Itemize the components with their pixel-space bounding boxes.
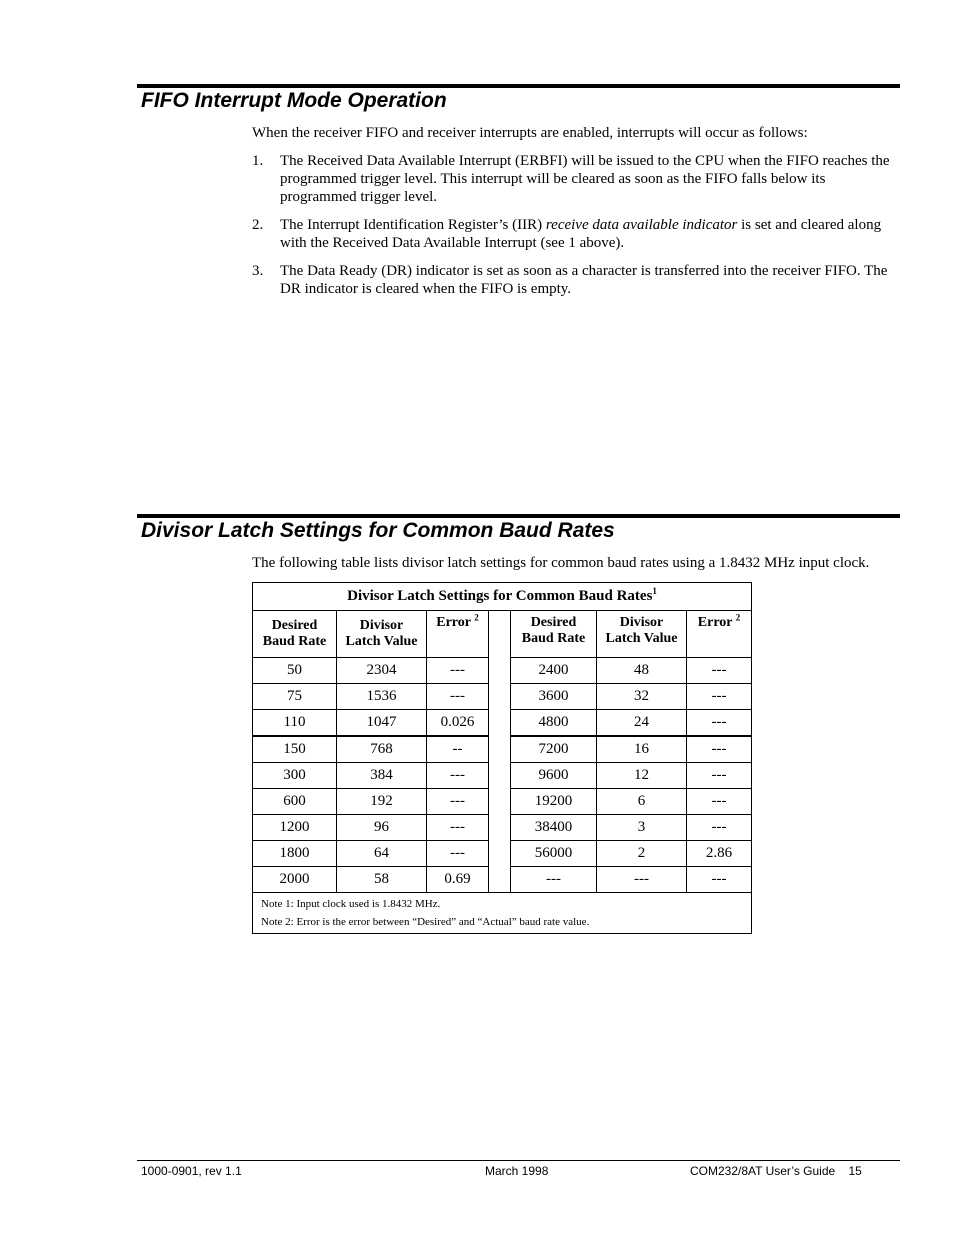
cell-error: --- xyxy=(427,658,489,684)
table-row xyxy=(253,684,752,710)
heading-fifo-interrupt: FIFO Interrupt Mode Operation xyxy=(141,89,447,112)
cell-desired-baud: 1200 xyxy=(253,815,337,841)
table-body xyxy=(253,658,752,893)
header-text: Error xyxy=(436,615,471,630)
cell-divisor-latch-2: 2 xyxy=(597,841,687,867)
cell-divisor-latch: 58 xyxy=(337,867,427,893)
cell-desired-baud-2: 7200 xyxy=(511,736,597,763)
cell-desired-baud: 150 xyxy=(253,736,337,763)
header-text: Divisor xyxy=(619,615,664,630)
cell-desired-baud-2: --- xyxy=(511,867,597,893)
table-row xyxy=(253,710,752,737)
list-text xyxy=(280,217,881,251)
fifo-list xyxy=(252,152,897,308)
cell-divisor-latch-2: 24 xyxy=(597,710,687,737)
cell-divisor-latch-2: 16 xyxy=(597,736,687,763)
note-2: Note 2: Error is the error between “Desired” and “Actual” baud rate value. xyxy=(261,916,590,928)
cell-divisor-latch-2: 32 xyxy=(597,684,687,710)
table-gap xyxy=(489,841,511,867)
cell-error-2: --- xyxy=(687,710,752,737)
cell-desired-baud: 75 xyxy=(253,684,337,710)
list-text-pre: The Interrupt Identification Register’s (IIR) xyxy=(280,217,546,233)
caption-footnote-mark: 1 xyxy=(652,586,657,596)
col-header-desired-baud-2 xyxy=(511,611,597,658)
cell-divisor-latch-2: --- xyxy=(597,867,687,893)
table-gap xyxy=(489,736,511,763)
table-gap xyxy=(489,815,511,841)
list-number: 1. xyxy=(252,153,264,169)
cell-error: --- xyxy=(427,815,489,841)
cell-divisor-latch: 2304 xyxy=(337,658,427,684)
table-gap xyxy=(489,763,511,789)
cell-desired-baud: 600 xyxy=(253,789,337,815)
header-text: Latch Value xyxy=(345,634,418,649)
col-header-divisor-latch-2 xyxy=(597,611,687,658)
table-notes xyxy=(253,893,752,934)
cell-desired-baud-2: 56000 xyxy=(511,841,597,867)
list-item xyxy=(252,216,897,252)
header-text: Latch Value xyxy=(605,631,678,646)
cell-desired-baud-2: 19200 xyxy=(511,789,597,815)
fifo-intro: When the receiver FIFO and receiver interrupts are enabled, interrupts will occur as follows: xyxy=(252,125,808,141)
cell-divisor-latch-2: 6 xyxy=(597,789,687,815)
table-gap xyxy=(489,684,511,710)
footer-doc-number: 1000-0901, rev 1.1 xyxy=(141,1164,242,1178)
header-text: Error xyxy=(697,615,733,630)
list-item xyxy=(252,152,897,206)
list-number: 2. xyxy=(252,217,264,233)
table-row xyxy=(253,815,752,841)
section-rule-fifo xyxy=(137,84,900,88)
note-1: Note 1: Input clock used is 1.8432 MHz. xyxy=(261,898,441,910)
cell-desired-baud-2: 3600 xyxy=(511,684,597,710)
col-header-divisor-latch xyxy=(337,611,427,658)
cell-error-2: --- xyxy=(687,789,752,815)
cell-error-2: --- xyxy=(687,658,752,684)
cell-error-2: --- xyxy=(687,763,752,789)
cell-desired-baud-2: 2400 xyxy=(511,658,597,684)
cell-error: --- xyxy=(427,684,489,710)
cell-error: 0.69 xyxy=(427,867,489,893)
table-gap xyxy=(489,710,511,737)
cell-divisor-latch-2: 3 xyxy=(597,815,687,841)
cell-error: --- xyxy=(427,763,489,789)
header-text: Baud Rate xyxy=(262,634,327,649)
cell-desired-baud: 110 xyxy=(253,710,337,737)
cell-error: --- xyxy=(427,841,489,867)
cell-divisor-latch: 96 xyxy=(337,815,427,841)
header-text: Baud Rate xyxy=(521,631,586,646)
table-caption-text: Divisor Latch Settings for Common Baud Rates xyxy=(347,588,653,604)
cell-desired-baud-2: 9600 xyxy=(511,763,597,789)
table-gap xyxy=(489,789,511,815)
cell-divisor-latch: 192 xyxy=(337,789,427,815)
cell-error-2: 2.86 xyxy=(687,841,752,867)
cell-error: --- xyxy=(427,789,489,815)
divisor-latch-table xyxy=(252,582,752,934)
cell-divisor-latch: 768 xyxy=(337,736,427,763)
list-text-emphasis: receive data available indicator xyxy=(545,217,738,233)
cell-divisor-latch: 64 xyxy=(337,841,427,867)
heading-divisor-latch: Divisor Latch Settings for Common Baud Rates xyxy=(141,519,615,542)
error-footnote-mark: 2 xyxy=(474,612,479,623)
list-text: The Data Ready (DR) indicator is set as soon as a character is transferred into the receiver FIFO. The DR indicator is cleared when the FIFO is empty. xyxy=(280,263,888,297)
list-item xyxy=(252,262,897,298)
header-text: Divisor xyxy=(359,618,404,633)
list-text: The Received Data Available Interrupt (ERBFI) will be issued to the CPU when the FIFO reaches the programmed trigger level. This interrupt will be cleared as soon as the FIFO falls below its programmed trigger level. xyxy=(280,153,890,205)
cell-desired-baud-2: 38400 xyxy=(511,815,597,841)
table-caption xyxy=(253,583,752,611)
cell-error-2: --- xyxy=(687,736,752,763)
table-row xyxy=(253,841,752,867)
table-gap xyxy=(489,658,511,684)
divisor-intro: The following table lists divisor latch settings for common baud rates using a 1.8432 MHz input clock. xyxy=(252,555,870,571)
cell-desired-baud: 2000 xyxy=(253,867,337,893)
cell-error-2: --- xyxy=(687,815,752,841)
table-gap xyxy=(489,867,511,893)
col-header-error-2 xyxy=(687,611,752,658)
cell-divisor-latch-2: 48 xyxy=(597,658,687,684)
cell-desired-baud: 50 xyxy=(253,658,337,684)
table-row xyxy=(253,763,752,789)
header-text: Desired xyxy=(271,618,318,633)
cell-error: 0.026 xyxy=(427,710,489,737)
cell-error-2: --- xyxy=(687,867,752,893)
section-rule-divisor xyxy=(137,514,900,518)
cell-desired-baud-2: 4800 xyxy=(511,710,597,737)
cell-desired-baud: 300 xyxy=(253,763,337,789)
table-row xyxy=(253,867,752,893)
table-gap xyxy=(489,611,511,658)
error-footnote-mark: 2 xyxy=(735,612,741,623)
cell-divisor-latch-2: 12 xyxy=(597,763,687,789)
table-row xyxy=(253,789,752,815)
cell-divisor-latch: 1047 xyxy=(337,710,427,737)
list-text-post: is set and cleared along with the Received Data Available Interrupt (see 1 above). xyxy=(280,217,882,251)
footer-rule xyxy=(137,1160,900,1161)
cell-error-2: --- xyxy=(687,684,752,710)
cell-desired-baud: 1800 xyxy=(253,841,337,867)
cell-divisor-latch: 1536 xyxy=(337,684,427,710)
col-header-error xyxy=(427,611,489,658)
header-text: Desired xyxy=(530,615,577,630)
col-header-desired-baud xyxy=(253,611,337,658)
table-row xyxy=(253,658,752,684)
footer-date: March 1998 xyxy=(485,1164,549,1178)
footer-guide-page: COM232/8AT User’s Guide 15 xyxy=(690,1164,862,1178)
table-row xyxy=(253,736,752,763)
list-number: 3. xyxy=(252,263,264,279)
cell-error: -- xyxy=(427,736,489,763)
cell-divisor-latch: 384 xyxy=(337,763,427,789)
